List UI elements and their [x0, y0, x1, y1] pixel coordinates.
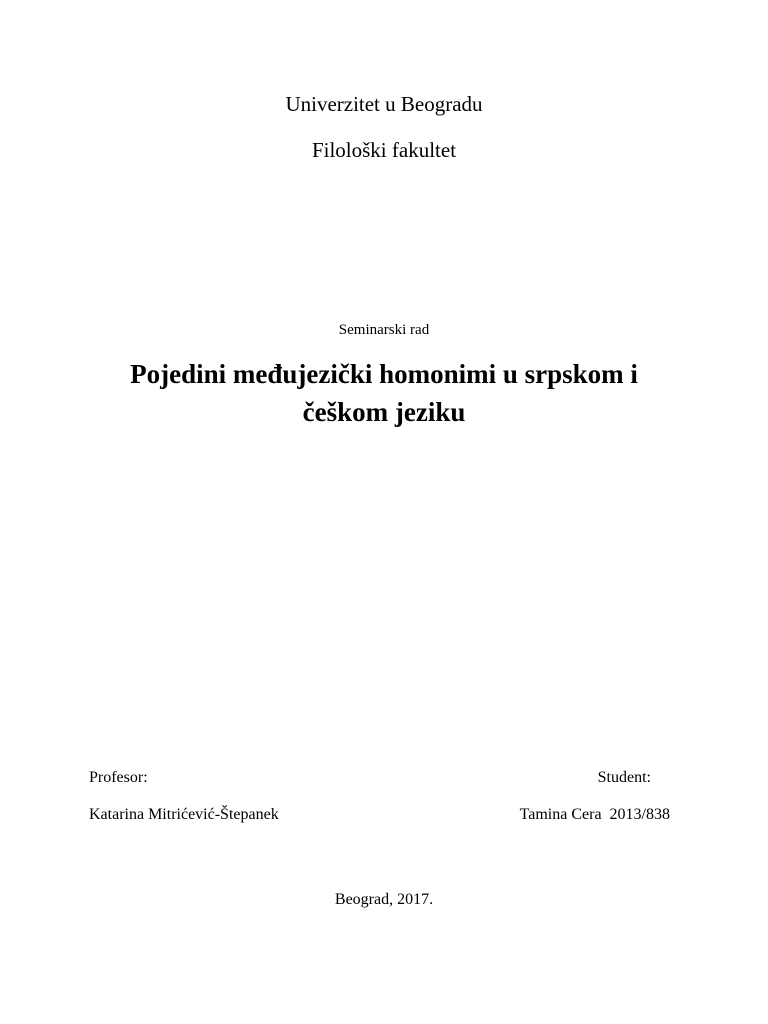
- title-line-1: Pojedini međujezički homonimi u srpskom i: [130, 359, 638, 389]
- student-name: Tamina Cera 2013/838: [519, 806, 670, 823]
- place-and-date: Beograd, 2017.: [334, 891, 434, 908]
- professor-label: Profesor:: [89, 769, 148, 786]
- student-label: Student:: [597, 769, 651, 786]
- document-type: Seminarski rad: [338, 322, 430, 338]
- document-title: [0, 355, 768, 431]
- faculty-name: Filološki fakultet: [311, 138, 457, 162]
- professor-name: Katarina Mitrićević-Štepanek: [89, 806, 279, 823]
- title-line-2: češkom jeziku: [302, 397, 466, 427]
- university-name: Univerzitet u Beogradu: [285, 92, 483, 116]
